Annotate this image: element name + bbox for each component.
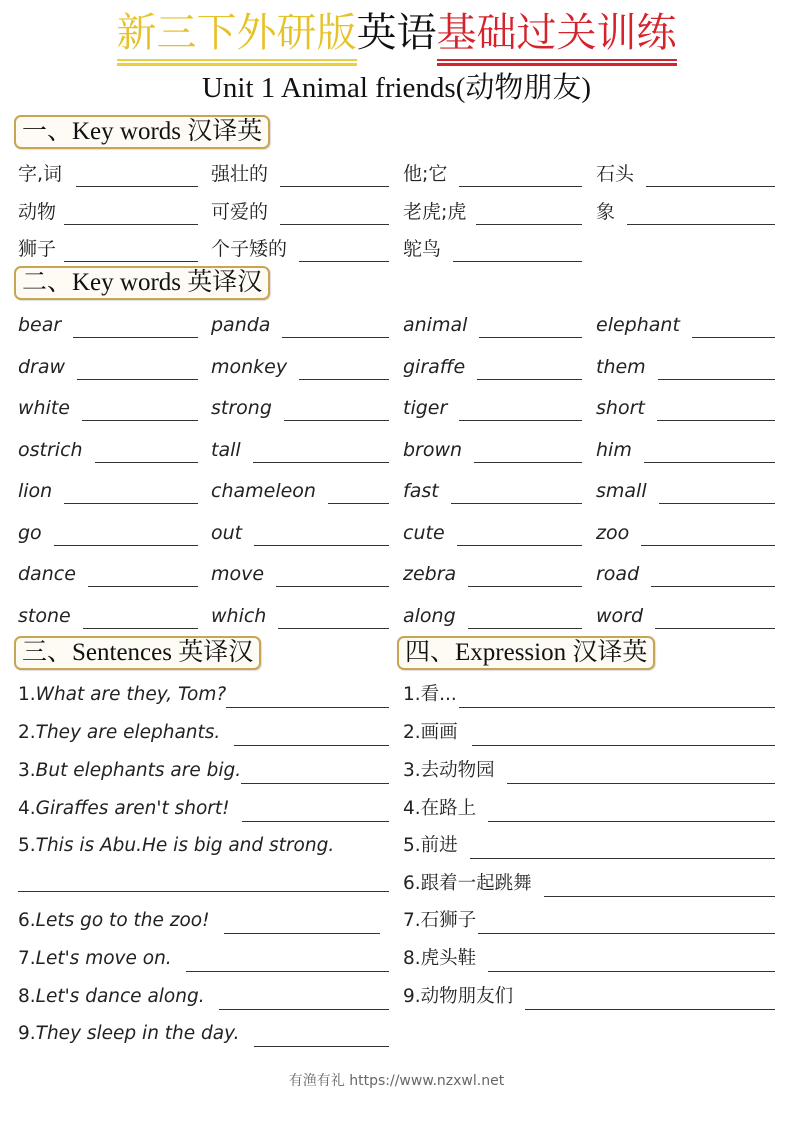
answer-blank[interactable] [507, 761, 775, 784]
s2-item: go [18, 516, 198, 546]
sentence-item: 4.Giraffes aren't short! [18, 792, 389, 822]
s4-row [0, 829, 793, 859]
answer-blank[interactable] [525, 987, 775, 1010]
s2-item: strong [211, 391, 389, 421]
s4-row [0, 980, 793, 1010]
s3-row [0, 1017, 793, 1047]
s2-item: short [596, 391, 775, 421]
s4-row [0, 904, 793, 934]
s2-item: panda [211, 308, 389, 338]
s1-item: 可爱的 [211, 195, 389, 225]
s2-row [0, 391, 793, 421]
section2-heading: 二、Key words 英译汉 [14, 266, 270, 300]
s2-item: road [596, 557, 775, 587]
answer-blank[interactable] [64, 202, 198, 225]
s2-item: zoo [596, 516, 775, 546]
answer-blank[interactable] [451, 481, 582, 504]
title-grade-edition: 新三下外研版 [116, 10, 357, 56]
answer-blank[interactable] [459, 685, 775, 708]
s1-item: 他;它 [403, 157, 582, 187]
expression-item: 4.在路上 [403, 792, 775, 822]
answer-blank[interactable] [299, 239, 389, 262]
sentence-item: 7.Let's move on. [18, 942, 389, 972]
s2-row [0, 599, 793, 629]
s2-item: bear [18, 308, 198, 338]
s2-item: along [403, 599, 582, 629]
answer-blank[interactable] [459, 164, 582, 187]
s2-item: zebra [403, 557, 582, 587]
sentence-item: 2.They are elephants. [18, 716, 389, 746]
answer-blank[interactable] [278, 606, 389, 629]
worksheet-title [0, 8, 793, 58]
title-training: 基础过关训练 [436, 10, 677, 56]
s2-item: them [596, 350, 775, 380]
s4-row [0, 716, 793, 746]
s2-row [0, 433, 793, 463]
answer-blank[interactable] [476, 202, 582, 225]
s1-item: 石头 [596, 157, 775, 187]
s4-row [0, 754, 793, 784]
sentence-item: 1.What are they, Tom? [18, 678, 389, 708]
s2-item: fast [403, 474, 582, 504]
answer-blank[interactable] [254, 1024, 389, 1047]
s2-item: chameleon [211, 474, 389, 504]
s1-item: 个子矮的 [211, 232, 389, 262]
answer-blank[interactable] [457, 523, 582, 546]
section3-heading: 三、Sentences 英译汉 [14, 636, 261, 670]
answer-blank[interactable] [284, 398, 389, 421]
answer-blank[interactable] [479, 315, 582, 338]
section1-heading: 一、Key words 汉译英 [14, 115, 270, 149]
s2-item: animal [403, 308, 582, 338]
answer-blank[interactable] [88, 564, 198, 587]
answer-blank[interactable] [468, 564, 582, 587]
answer-blank[interactable] [280, 164, 389, 187]
sentence-item: 9.They sleep in the day. [18, 1017, 389, 1047]
answer-blank[interactable] [83, 606, 198, 629]
answer-blank[interactable] [488, 949, 775, 972]
s4-row [0, 678, 793, 708]
answer-blank[interactable] [659, 481, 775, 504]
s2-row [0, 557, 793, 587]
answer-blank[interactable] [282, 315, 389, 338]
expression-item: 5.前进 [403, 829, 775, 859]
s2-item: word [596, 599, 775, 629]
s2-row [0, 350, 793, 380]
answer-blank[interactable] [254, 523, 389, 546]
s2-item: dance [18, 557, 198, 587]
answer-blank[interactable] [276, 564, 389, 587]
s1-item: 字,词 [18, 157, 198, 187]
section4-heading: 四、Expression 汉译英 [397, 636, 655, 670]
answer-blank[interactable] [76, 164, 198, 187]
answer-blank[interactable] [488, 799, 775, 822]
title-subject: 英语 [356, 10, 437, 56]
answer-blank[interactable] [328, 481, 389, 504]
answer-blank[interactable] [299, 357, 389, 380]
expression-item: 6.跟着一起跳舞 [403, 867, 775, 897]
answer-blank[interactable] [477, 357, 582, 380]
s2-item: white [18, 391, 198, 421]
s1-row-2 [0, 195, 793, 225]
answer-blank[interactable] [692, 315, 775, 338]
s2-item: ostrich [18, 433, 198, 463]
answer-blank[interactable] [468, 606, 582, 629]
answer-blank[interactable] [64, 239, 198, 262]
s2-item: tiger [403, 391, 582, 421]
answer-blank[interactable] [658, 357, 775, 380]
answer-blank[interactable] [651, 564, 775, 587]
answer-blank[interactable] [280, 202, 389, 225]
s2-item: stone [18, 599, 198, 629]
s2-row [0, 308, 793, 338]
answer-blank[interactable] [453, 239, 582, 262]
s4-row [0, 792, 793, 822]
s4-row [0, 867, 793, 897]
expression-item: 3.去动物园 [403, 754, 775, 784]
s2-item: which [211, 599, 389, 629]
answer-blank[interactable] [474, 440, 582, 463]
sentence-item: 5.This is Abu.He is big and strong. [18, 835, 335, 856]
s2-item: small [596, 474, 775, 504]
answer-blank[interactable] [478, 911, 775, 934]
answer-blank[interactable] [77, 357, 198, 380]
answer-blank[interactable] [470, 836, 775, 859]
answer-blank[interactable] [655, 606, 775, 629]
s2-row [0, 516, 793, 546]
expression-item: 8.虎头鞋 [403, 942, 775, 972]
s2-item: giraffe [403, 350, 582, 380]
s2-item: monkey [211, 350, 389, 380]
s2-item: tall [211, 433, 389, 463]
answer-blank[interactable] [544, 874, 775, 897]
sentence-item: 6.Lets go to the zoo! [18, 904, 380, 934]
answer-blank[interactable] [644, 440, 775, 463]
answer-blank[interactable] [627, 202, 775, 225]
expression-item: 7.石狮子 [403, 904, 775, 934]
s2-item: draw [18, 350, 198, 380]
s1-row-1 [0, 157, 793, 187]
answer-blank[interactable] [54, 523, 198, 546]
answer-blank[interactable] [641, 523, 775, 546]
s2-item: brown [403, 433, 582, 463]
sentence-item: 3.But elephants are big. [18, 754, 389, 784]
answer-blank[interactable] [73, 315, 198, 338]
answer-blank[interactable] [253, 440, 389, 463]
s1-item: 老虎;虎 [403, 195, 582, 225]
answer-blank[interactable] [82, 398, 198, 421]
answer-blank[interactable] [472, 723, 775, 746]
answer-blank[interactable] [657, 398, 775, 421]
s1-item: 强壮的 [211, 157, 389, 187]
answer-blank[interactable] [459, 398, 582, 421]
expression-item: 9.动物朋友们 [403, 980, 775, 1010]
answer-blank[interactable] [64, 481, 198, 504]
unit-subtitle: Unit 1 Animal friends(动物朋友) [201, 72, 592, 104]
s2-item: lion [18, 474, 198, 504]
answer-blank[interactable] [646, 164, 775, 187]
s2-item: elephant [596, 308, 775, 338]
s2-item: move [211, 557, 389, 587]
s2-item: out [211, 516, 389, 546]
expression-item: 2.画画 [403, 716, 775, 746]
s2-row [0, 474, 793, 504]
s2-item: him [596, 433, 775, 463]
s4-row [0, 942, 793, 972]
s2-item: cute [403, 516, 582, 546]
s1-item: 动物 [18, 195, 198, 225]
s1-item: 狮子 [18, 232, 198, 262]
s1-item: 象 [596, 195, 775, 225]
expression-item: 1.看... [403, 678, 775, 708]
s1-row-3 [0, 232, 793, 262]
s1-item: 鸵鸟 [403, 232, 582, 262]
footer-watermark: 有渔有礼 https://www.nzxwl.net [288, 1073, 505, 1089]
answer-blank[interactable] [95, 440, 198, 463]
sentence-item: 8.Let's dance along. [18, 980, 389, 1010]
